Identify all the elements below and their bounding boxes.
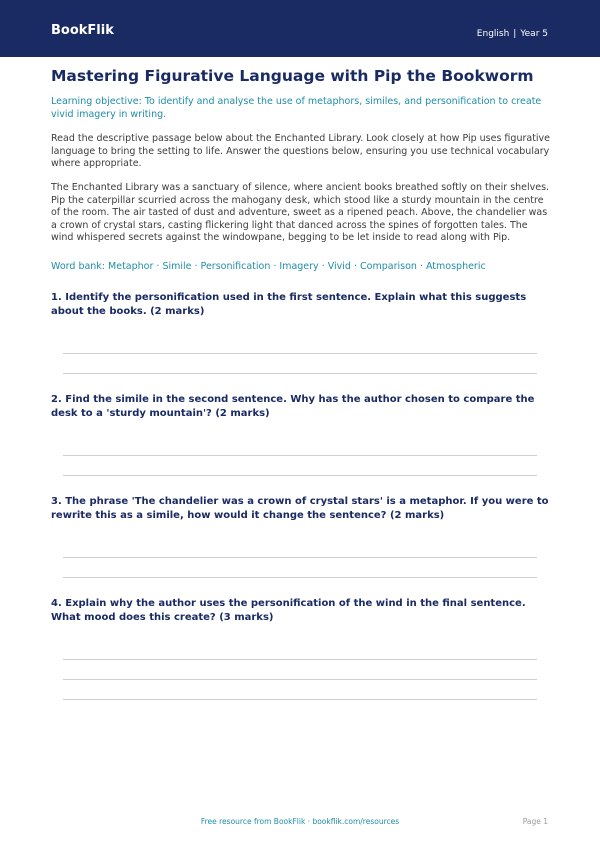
answer-line[interactable] — [63, 455, 537, 456]
answer-line[interactable] — [63, 475, 537, 476]
answer-line[interactable] — [63, 679, 537, 680]
passage: The Enchanted Library was a sanctuary of silence, where ancient books breathed softly on their shelves. Pip the caterpillar scurried across the mahogany desk, which stood like a sturdy mountain in the centre of the room. The air tasted of dust and adventure, sweet as a ripened peach. Above, the chandelier was a crown of crystal stars, casting flickering light that danced across the spines of forgotten tales. The wind whispered secrets against the windowpane, begging to be let inside to read along with Pip. — [51, 182, 550, 243]
instructions: Read the descriptive passage below about the Enchanted Library. Look closely at how Pip uses figurative language to bring the setting to life. Answer the questions below, ensuring you use technical vocabulary where appropriate. — [51, 133, 551, 169]
answer-line[interactable] — [63, 577, 537, 578]
question-3: 3. The phrase 'The chandelier was a crown of crystal stars' is a metaphor. If you were to rewrite this as a simile, how would it change the sentence? (2 marks) — [51, 496, 549, 521]
answer-line[interactable] — [63, 699, 537, 700]
footer-credit: Free resource from BookFlik · bookflik.com/resources — [200, 817, 400, 826]
answer-line[interactable] — [63, 659, 537, 660]
learning-objective: Learning objective: To identify and analyse the use of metaphors, similes, and personification to create vivid imagery in writing. — [51, 96, 542, 120]
question-1: 1. Identify the personification used in the first sentence. Explain what this suggests about the books. (2 marks) — [51, 292, 527, 317]
question-4: 4. Explain why the author uses the personification of the wind in the final sentence. What mood does this create? (3 marks) — [51, 598, 526, 623]
separator: | — [513, 29, 517, 39]
subject-year — [477, 28, 548, 40]
subject-label: English — [476, 29, 510, 39]
header-bar — [0, 0, 600, 57]
page-title: Mastering Figurative Language with Pip the Bookworm — [51, 67, 534, 85]
answer-line[interactable] — [63, 373, 537, 374]
word-bank: Word bank: Metaphor · Simile · Personification · Imagery · Vivid · Comparison · Atmospheric — [51, 261, 486, 272]
answer-line[interactable] — [63, 353, 537, 354]
year-label: Year 5 — [520, 29, 548, 39]
brand-logo: BookFlik — [51, 23, 114, 38]
page-number: Page 1 — [522, 817, 548, 826]
question-2: 2. Find the simile in the second sentence. Why has the author chosen to compare the desk to a 'sturdy mountain'? (2 marks) — [51, 394, 535, 419]
answer-line[interactable] — [63, 557, 537, 558]
